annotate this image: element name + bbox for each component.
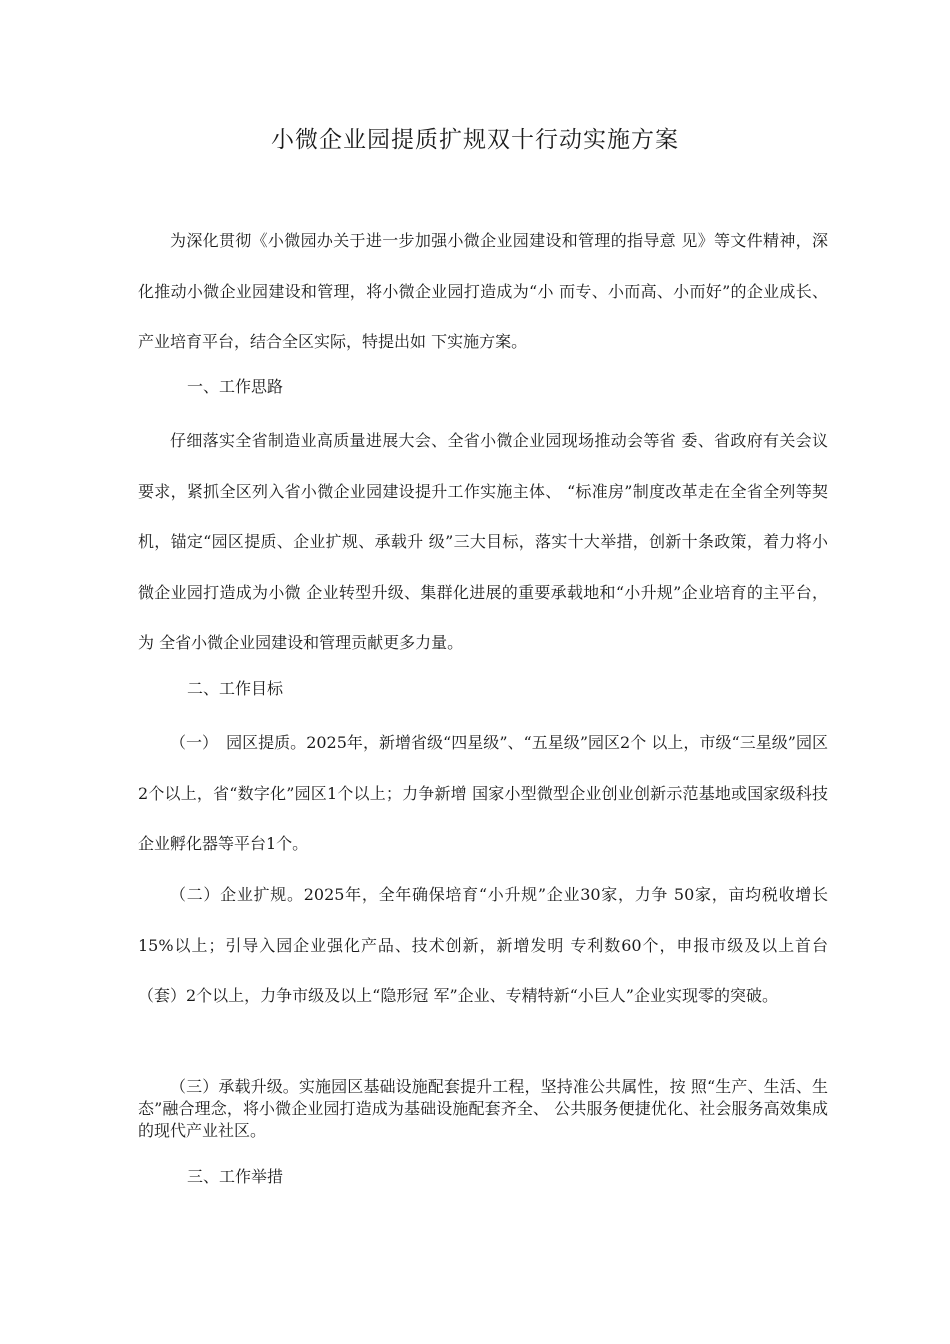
page-title: 小微企业园提质扩规双十行动实施方案 [271, 127, 679, 153]
intro-paragraph: 为深化贯彻《小微园办关于进一步加强小微企业园建设和管理的指导意 见》等文件精神，深化推动小微企业园建设和管理，将小微企业园打造成为“小 而专、小而高、小而好”的企业成长、产业培育平台，结合全区实际，特提出如 下实施方案。 [138, 231, 828, 351]
section-2-heading: 二、工作目标 [187, 679, 284, 698]
section-1-heading: 一、工作思路 [187, 377, 284, 396]
goal-1-paragraph: （一） 园区提质。2025年，新增省级“四星级”、“五星级”园区2个 以上，市级“三星级”园区2个以上，省“数字化”园区1个以上；力争新增 国家小型微型企业创业创新示范基地或国家级科技企业孵化器等平台1个。 [138, 733, 828, 853]
section-1-body: 仔细落实全省制造业高质量进展大会、全省小微企业园现场推动会等省 委、省政府有关会议要求，紧抓全区列入省小微企业园建设提升工作实施主体、 “标准房”制度改革走在全省全列等契机，锚定“园区提质、企业扩规、承载升 级”三大目标，落实十大举措，创新十条政策，着力将小微企业园打造成为小微 企业转型升级、集群化进展的重要承载地和“小升规”企业培育的主平台，为 全省小微企业园建设和管理贡献更多力量。 [138, 431, 828, 652]
goal-3-paragraph: （三）承载升级。实施园区基础设施配套提升工程，坚持准公共属性，按 照“生产、生活、生态”融合理念，将小微企业园打造成为基础设施配套齐全、 公共服务便捷优化、社会服务高效集成的现代产业社区。 [138, 1077, 828, 1140]
section-3-heading: 三、工作举措 [187, 1167, 284, 1186]
goal-2-paragraph: （二）企业扩规。2025年，全年确保培育“小升规”企业30家，力争 50家，亩均税收增长15%以上；引导入园企业强化产品、技术创新，新增发明 专利数60个，申报市级及以上首台（套）2个以上，力争市级及以上“隐形冠 军”企业、专精特新“小巨人”企业实现零的突破。 [138, 885, 828, 1005]
